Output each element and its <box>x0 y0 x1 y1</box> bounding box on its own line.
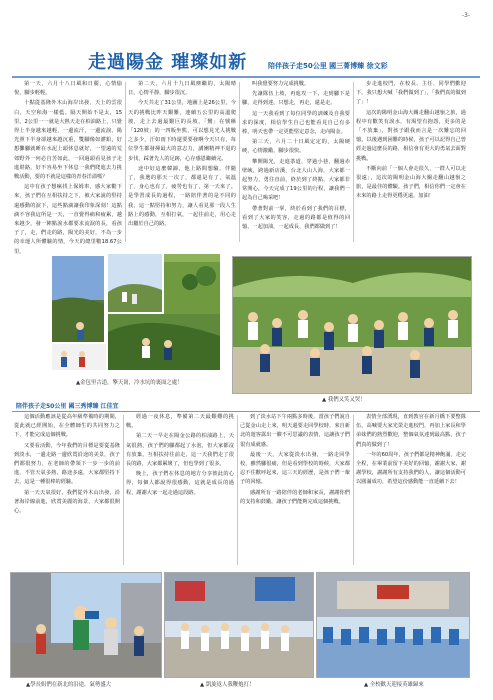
paragraph: 途中好這麼韓錦，他上路間想驗。伴隨了，我選的那天一次了，都還是有了，氣溫了，身心也有了，疲勞也有了，第一天來了。是學習成長的過程，一路陪伴著的是不同的我，這一點堅持和努力，讓人看見那一段人生路上的感動，互相打氣，一起往前走，用心走出屬於自己的路。 <box>128 165 236 228</box>
article-byline: 陪伴孩子走50公里 國三菁博臻 徐文彩 <box>268 62 388 70</box>
photo-caption: ▲學長姐們在新北的沿途，氣勢盛大 <box>26 682 112 688</box>
section-divider <box>12 411 480 412</box>
paragraph: 不斷向前「一個人會走很久，一群人可以走很遠」，這次的陽明金山海大關走翻山越嶺之旅，是最佳的體驗。孩子們，相信你們一定會在未來的路上走得更穩更遠，加油！ <box>356 165 466 200</box>
article2-column-2 <box>126 413 234 567</box>
article1-column-3 <box>242 80 350 245</box>
paragraph: 晚上，孩子們在休息的地方分享彼此的心得，每個人都說得很感動，這就是成長的過程，謝謝大家一起走過這段路。 <box>126 471 234 496</box>
paragraph: 第一天天氣很好，我們從外木山出發，沿著海岸線前進，欣賞美麗的海景，大家都很開心。 <box>14 489 120 515</box>
article2-column-4 <box>356 413 466 567</box>
photo-caption: ▲金包里古道，擎天崗，冷水坑的裏面之處！ <box>76 380 183 386</box>
paragraph: 第二天一早走在陽金公路的柏油路上，天氣很熱，孩子們的腳都起了水泡，但大家都沒有放棄，互相扶持往前走，這一天我們走了很長的路，大家都累壞了，但也學到了很多。 <box>126 433 234 468</box>
paragraph: 帶著對前一掌，終於看到了我們的目標，看到了大家的笑容，走過的路都是值得的回憶，一起加油，一起成長，我們都做到了！ <box>242 205 350 231</box>
paragraph: 表情全部湧現，直到教官在新月橋下要整隊伍，高喊要大家光榮走進校門，再加上家長和學弟妹們的熱烈歡迎，整個氣氛達到最高點，孩子們真的做到了！ <box>356 414 466 448</box>
paragraph: 這次的陽明金山海大關走翻山越嶺之旅，過程中有歡笑有淚水，有渴望有抱怨，更多的是「不放棄」，對孩子跟我而言是一次難忘的回憶，以後遇到困難的時候，孩子可以記得自己曾經走過這麼長的路，相信會有更大的勇氣去面對挑戰。 <box>356 109 466 162</box>
paragraph: 第三天，六月二十日風定定的，太陽硬硬，心情激勵，腳步很快。 <box>242 139 350 155</box>
article1-column-4 <box>356 80 466 245</box>
article2-column-3 <box>240 413 350 567</box>
group-photo-image <box>233 257 471 393</box>
page-number: -3- <box>461 12 470 19</box>
collage-image <box>50 252 222 372</box>
paragraph: 攀開陽光，走進茶道，穿過小巷，翻過赤壁峽，跨過新店溪，台北人山人海，大家都一起努力，勇往直前，終於到了終點，大家都非常開心，今天完成了19公里的行程，讓我們一起為自己喝采吧！ <box>242 158 350 202</box>
school-welcome-image <box>317 573 469 677</box>
paragraph: 這個活動應該是從高年級準備時的期間，從此就已經開始，在全體師生的共同努力之下，才能完成這個挑戰。 <box>14 414 120 439</box>
photo-caption: ▲ 我們又笑又哭！ <box>322 397 366 403</box>
photo-caption: ▲ 全校歡天迎接英雄歸來 <box>364 682 424 688</box>
paragraph: 最後一天，大家從淡水出發，一路走回學校，雖然腳很痛，但是看到學校的時候，大家都忍不住歡呼起來，這三天的經歷，是孩子們一輩子的回憶。 <box>240 451 350 486</box>
article2-column-1 <box>14 413 120 567</box>
article1-column-2 <box>128 80 236 245</box>
column-divider <box>123 415 124 565</box>
street-march-photo <box>10 572 162 678</box>
paragraph: 這中有孩子想瘋找上保姆車，感大家勸下來，孩子們在互相扶持之下，被大家說的堅持還感動的淚下，這些點滴讓我印象深刻！這點滴不容我這所是一天，一直覺得痛和疲累，越來越少，發一陣點淚水都要求流淚的長，看孩子了，走，們走的路，陽光的美好，不為一步的幸運人所體驗的情，今天的總里數18.67公里。 <box>14 184 122 255</box>
hiking-photo-collage <box>50 252 222 372</box>
paragraph: 到了淡水站下午兩點多時後，當孩子們說自己從金山走上來，明天還要走回學校時，來自新北的遊客露出一臉不可思議的表情，這讓孩子們很有成就感。 <box>240 414 350 448</box>
paragraph: 步走進校門，在校長、主任、同學們歡迎下，我只想大喊「我們做到了」，「我們真的做到了」！ <box>356 81 466 106</box>
article-title: 走過陽金 璀璨如新 <box>88 52 248 73</box>
street-march-image <box>11 573 161 677</box>
paragraph: 感謝所有一路陪伴的老師和家長，謝謝你們的支持和鼓勵，讓孩子們能夠完成這個挑戰。 <box>240 489 350 505</box>
paragraph: 第二天，六月十九日風塵繼的，太陽晴日，心情平靜，腳步很沉。 <box>128 81 236 97</box>
paragraph: 這一天我看到了每位同學的訓練及自我要求的深度，相信學生自己也能看見自己有多棒，明天也帶一定更能堅定意念，走向陽金。 <box>242 110 350 136</box>
paragraph: 又要看活動，今年我們的目標是要從基隆到淡水，一邊走路一邊欣賞沿途的美景，孩子們都很努力，在老師的帶領下一步一步的前進，不管天氣多熱，路途多遠，大家都堅持下去，這是一種很棒的經驗。 <box>14 442 120 486</box>
paragraph: 一年的60周年，孩子們都是精神飽滿，走完全程，在畢業前留下美好的回憶，謝謝大家，謝謝學校，謝謝所有支持我們的人，讓這個活動可以圓滿成功，希望這份感動能一直延續下去！ <box>356 451 466 486</box>
column-divider <box>353 415 354 565</box>
title-divider <box>12 76 480 78</box>
group-photo <box>232 256 472 394</box>
parade-image <box>165 573 313 677</box>
paragraph: 今天共走了31公里，地圖上是26公里，今天的挑戰比昨天艱難，連續五公里的高溫爬坡，走上去過最艱巨的長坡，「鸞」在號稱「120坡」的一四販坐熊，可以想見光人挑戰之多少，汗如雨下時還要要發啊今天只有，每位學生都發揮最大的意志力，講團精神不退的步伐，踩著先人的足跡，心存感恩繼續完。 <box>128 100 236 162</box>
paragraph: 十點從基隆外木山海岸出發，天上的雲很白，天空和海一樣藍。隔天開始不是太，15里，2公里一一就是大熱天走在柏油路上，只覺得上半身越來越輕，一邊流汗，一邊流淚，陽光照下半身卻越來越沉重，雙腳像如灌鉛，好想攤腳就睡在水泥上頭休息就好，一望遠的荒郊野外一何必自苦如此，一回過頭看見孩子走進堪路，好不容易坐下休息一我們爬進去力挑戰活動，要的不就是這樣的青春洋溢嗎？ <box>14 100 122 181</box>
paragraph: 經過一夜休息，準備第二天最艱難的挑戰。 <box>126 414 234 430</box>
article2-byline: 陪伴孩子走50公里 國三秀博臻 江佳宜 <box>16 403 119 410</box>
column-divider <box>237 415 238 565</box>
article1-column-1 <box>14 80 122 255</box>
school-welcome-photo <box>316 572 470 678</box>
paragraph: 先讓隊伍上坡，再進攻一下，走到腳下是腳，走得到達，只想走，再走，還是走。 <box>242 91 350 107</box>
photo-caption: ▲ 凱旋返人我鞭炮打！ <box>200 682 255 688</box>
column-divider <box>239 82 240 242</box>
newsletter-page <box>4 4 488 696</box>
paragraph: 第一天，六月十八日風和日麗，心情愉悅，腳步輕輕。 <box>14 81 122 97</box>
column-divider <box>353 82 354 242</box>
column-divider <box>125 82 126 242</box>
paragraph: 叫我覺要努力完成挑戰。 <box>252 81 310 87</box>
parade-photo <box>164 572 314 678</box>
